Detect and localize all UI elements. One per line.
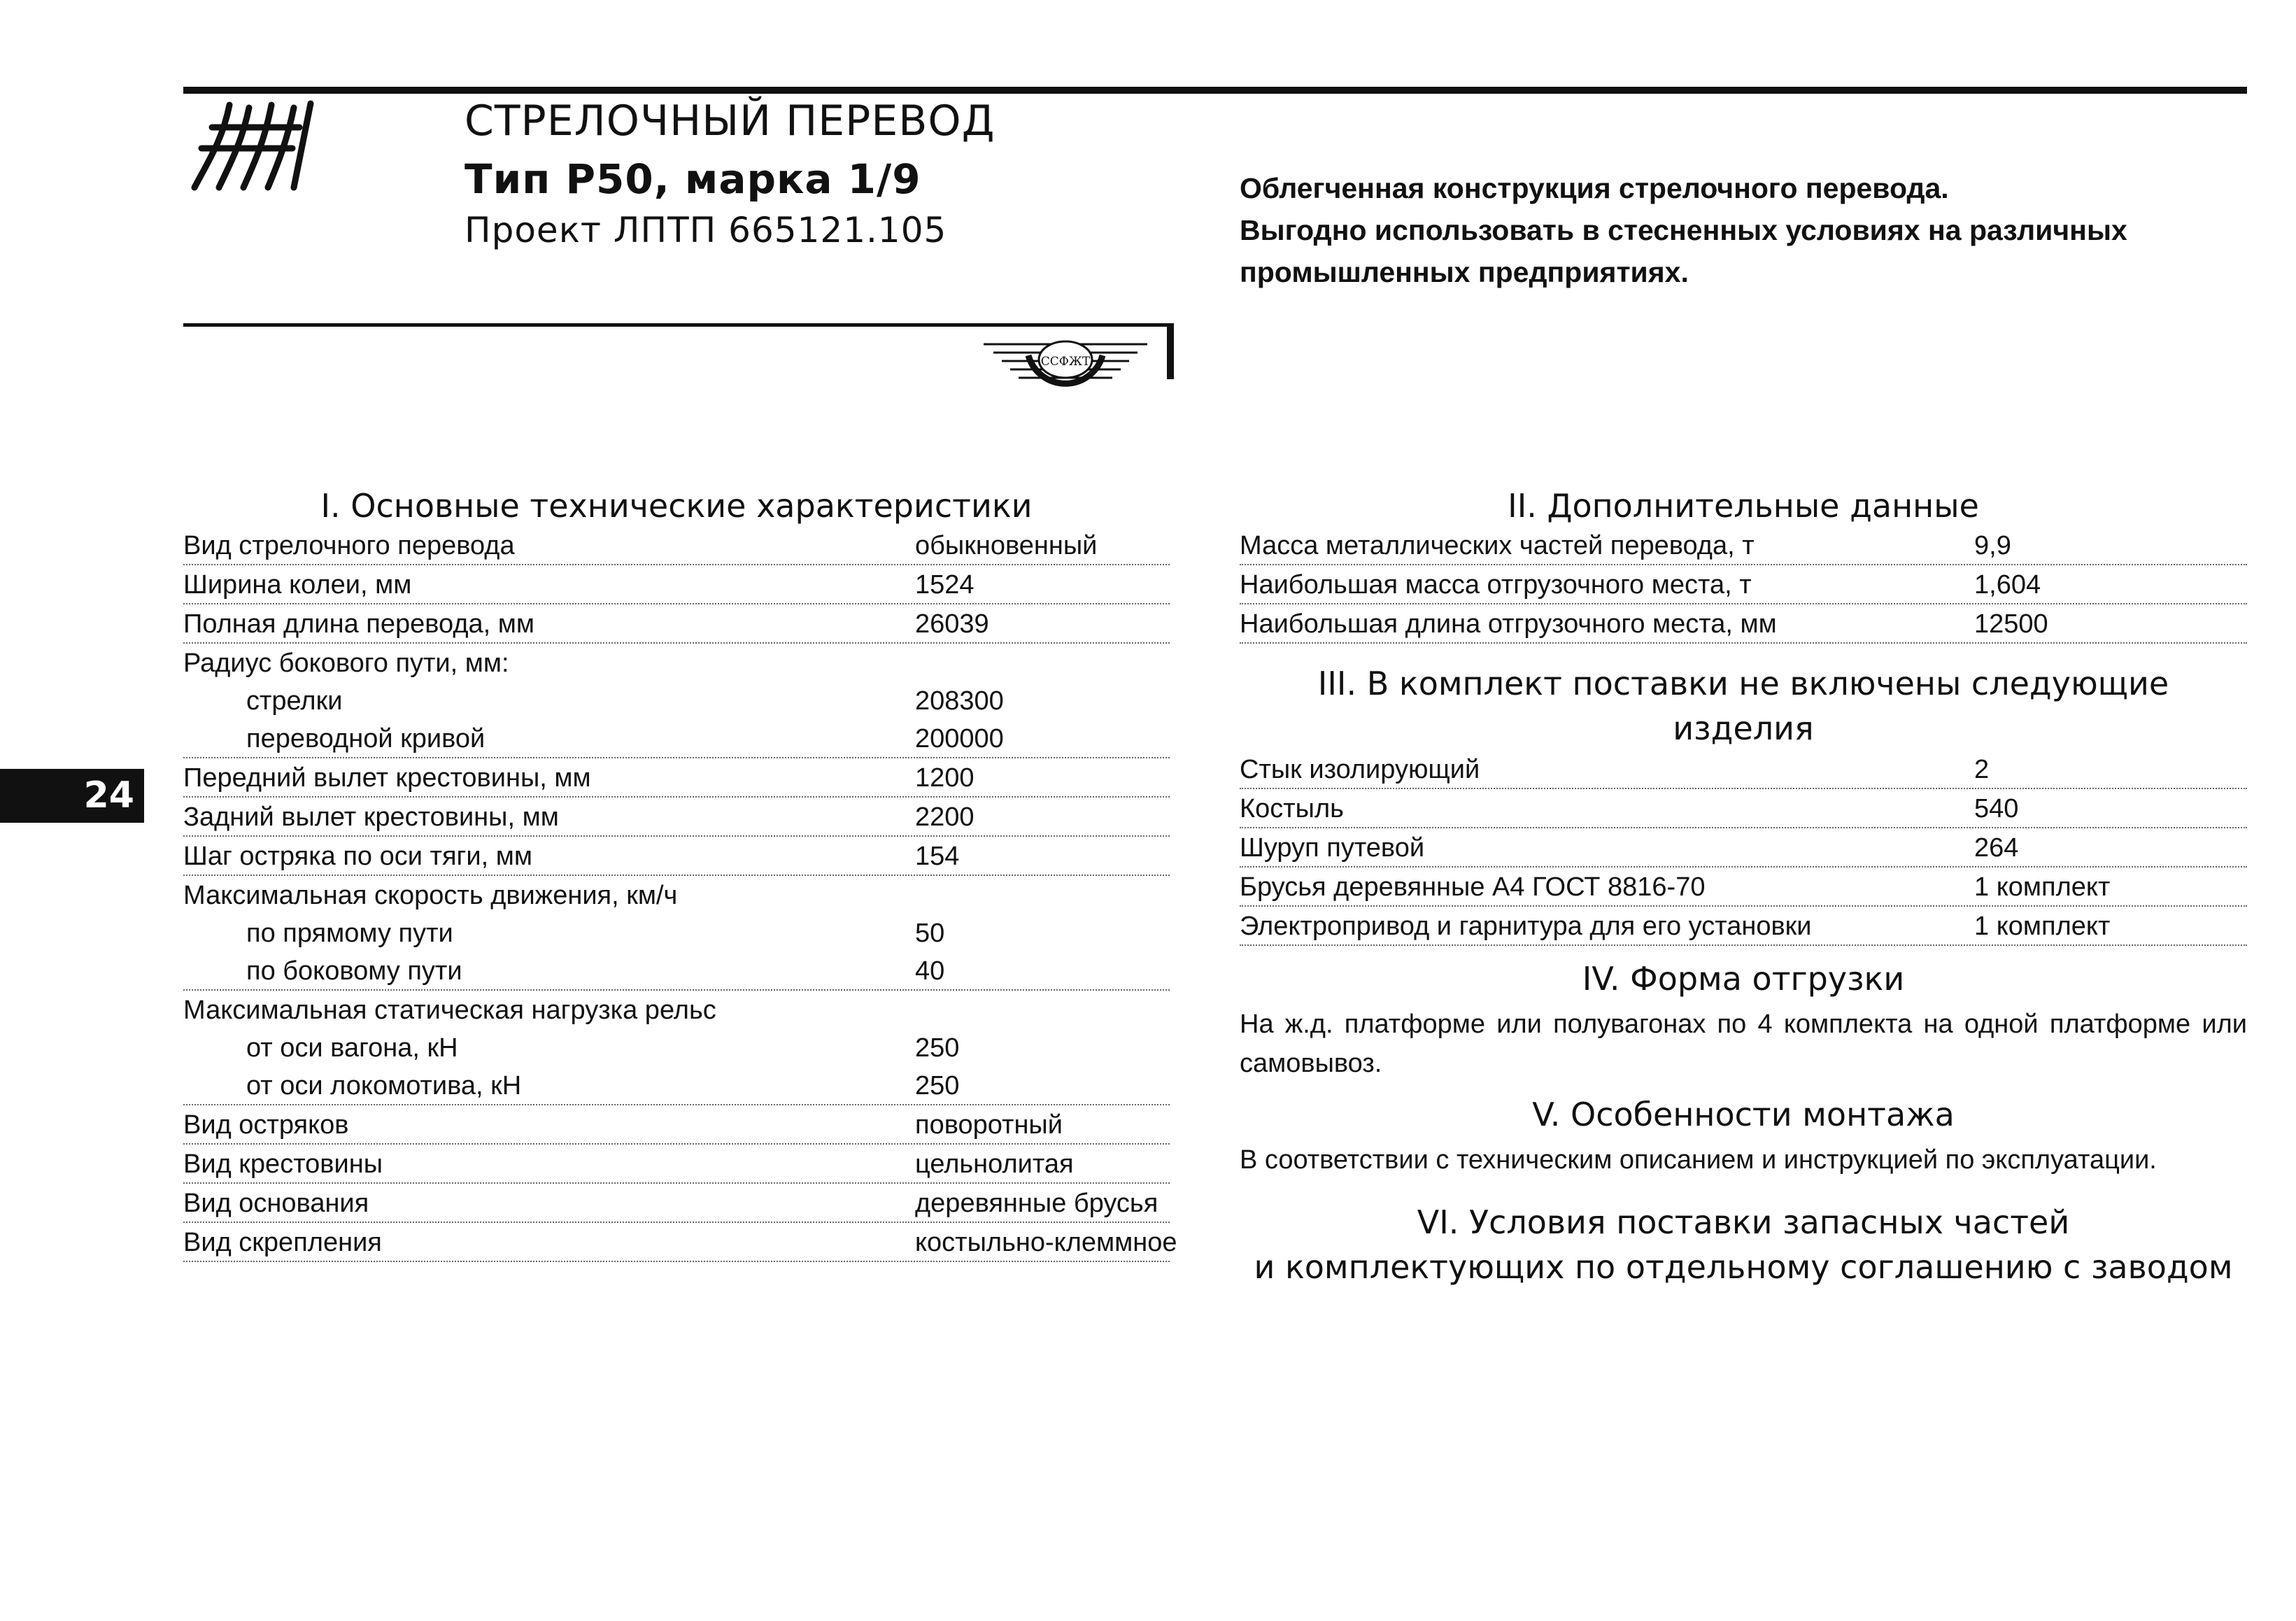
table-row — [183, 798, 1170, 837]
section-6-heading-cont: и комплектующих по отдельному соглашению с заводом — [1254, 1248, 2233, 1286]
row-label: Максимальная статическая нагрузка рельс — [183, 996, 716, 1025]
row-label: Шуруп путевой — [1240, 833, 1425, 863]
section-3-heading-cont: изделия — [1673, 709, 1814, 747]
row-value: обыкновенный — [915, 531, 1098, 560]
top-rule — [183, 87, 2247, 94]
row-label: Радиус бокового пути, мм: — [183, 649, 509, 678]
row-value: цельнолитая — [915, 1149, 1074, 1179]
section-5-text: В соответствии с техническим описанием и инструкцией по эксплуатации. — [1240, 1145, 2157, 1175]
table-row — [1240, 789, 2247, 828]
row-label: Полная длина перевода, мм — [183, 609, 534, 639]
description-line: промышленных предприятиях. — [1240, 256, 1689, 288]
table-row — [1240, 526, 2247, 565]
row-label: от оси вагона, кН — [246, 1033, 458, 1063]
row-label: Стык изолирующий — [1240, 755, 1480, 784]
row-label: Ширина колеи, мм — [183, 570, 412, 600]
section-3-heading: III. В комплект поставки не включены следующие — [1317, 665, 2169, 702]
table-row — [183, 758, 1170, 798]
section-3-table — [1240, 750, 2247, 946]
row-value: 154 — [915, 842, 960, 871]
table-row — [183, 1105, 1170, 1145]
row-value: 9,9 — [1974, 531, 2011, 560]
table-row — [1240, 604, 2247, 644]
row-label: Масса металлических частей перевода, т — [1240, 531, 1755, 560]
railway-emblem-icon — [978, 327, 1153, 418]
table-row — [183, 1184, 1170, 1223]
row-value: 2 — [1974, 755, 1990, 784]
table-row — [183, 876, 1170, 914]
page-subtitle-type: Тип Р50, марка 1/9 — [465, 155, 921, 203]
page-subtitle-project: Проект ЛПТП 665121.105 — [465, 210, 947, 250]
row-label: Максимальная скорость движения, км/ч — [183, 881, 678, 910]
row-label: от оси локомотива, кН — [246, 1071, 522, 1100]
row-label: Передний вылет крестовины, мм — [183, 763, 591, 793]
row-value: 1,604 — [1974, 570, 2041, 600]
table-row — [1240, 750, 2247, 789]
description-line: Облегченная конструкция стрелочного перевода. — [1240, 172, 1949, 204]
row-label: Электропривод и гарнитура для его установки — [1240, 912, 1812, 941]
row-label: Вид основания — [183, 1189, 369, 1218]
row-label: Вид стрелочного перевода — [183, 531, 515, 560]
header-rule-tick — [1167, 323, 1174, 379]
table-row — [183, 526, 1170, 565]
row-value: деревянные брусья — [915, 1189, 1158, 1218]
section-5-heading: V. Особенности монтажа — [1532, 1096, 1955, 1133]
row-value: 200000 — [915, 724, 1004, 753]
table-row — [1240, 868, 2247, 907]
row-value: 208300 — [915, 686, 1004, 716]
table-row — [1240, 565, 2247, 604]
table-row — [183, 1028, 1170, 1066]
row-value: 540 — [1974, 794, 2019, 823]
row-value: 1524 — [915, 570, 975, 600]
row-value: 50 — [915, 919, 945, 948]
row-value: поворотный — [915, 1110, 1063, 1140]
table-row — [183, 719, 1170, 758]
row-label: Костыль — [1240, 794, 1344, 823]
row-value: 264 — [1974, 833, 2019, 863]
table-row — [183, 681, 1170, 719]
table-row — [183, 914, 1170, 951]
section-2-table — [1240, 526, 2247, 644]
section-4-heading: IV. Форма отгрузки — [1582, 960, 1905, 998]
table-row — [183, 837, 1170, 876]
section-2-heading: II. Дополнительные данные — [1508, 487, 1979, 525]
table-row — [183, 1223, 1177, 1262]
row-value: 2200 — [915, 802, 975, 832]
row-label: по боковому пути — [246, 956, 462, 986]
row-value: 40 — [915, 956, 945, 986]
section-6-heading: VI. Условия поставки запасных частей — [1417, 1203, 2070, 1241]
row-value: 26039 — [915, 609, 989, 639]
emblem-text: ССФЖТ — [1040, 355, 1091, 369]
row-label: Наибольшая длина отгрузочного места, мм — [1240, 609, 1777, 639]
row-label: Вид скрепления — [183, 1228, 382, 1257]
row-label: по прямому пути — [246, 919, 453, 948]
table-row — [1240, 828, 2247, 868]
table-row — [183, 644, 1170, 681]
row-label: Брусья деревянные А4 ГОСТ 8816-70 — [1240, 872, 1706, 902]
row-label: стрелки — [246, 686, 343, 716]
section-1-heading: I. Основные технические характеристики — [320, 487, 1033, 525]
section-1-table — [183, 526, 1177, 1262]
row-label: Наибольшая масса отгрузочного места, т — [1240, 570, 1752, 600]
row-label: переводной кривой — [246, 724, 486, 753]
page-number-tab: 24 — [0, 769, 144, 823]
row-value: 1200 — [915, 763, 975, 793]
row-label: Шаг остряка по оси тяги, мм — [183, 842, 532, 871]
row-label: Вид крестовины — [183, 1149, 383, 1179]
company-logo-icon — [187, 98, 318, 193]
table-row — [183, 951, 1170, 991]
row-value: 12500 — [1974, 609, 2048, 639]
page-title: СТРЕЛОЧНЫЙ ПЕРЕВОД — [465, 97, 995, 146]
header-rule — [183, 323, 1173, 327]
row-value: костыльно-клеммное — [915, 1228, 1177, 1257]
table-row — [183, 1066, 1170, 1105]
row-label: Задний вылет крестовины, мм — [183, 802, 559, 832]
section-4-text: На ж.д. платформе или полувагонах по 4 комплекта на одной платформе или самовывоз. — [1240, 1010, 2247, 1078]
table-row — [183, 991, 1170, 1028]
row-value: 1 комплект — [1974, 872, 2111, 902]
table-row — [183, 565, 1170, 604]
row-label: Вид остряков — [183, 1110, 349, 1140]
row-value: 1 комплект — [1974, 912, 2111, 941]
row-value: 250 — [915, 1033, 960, 1063]
table-row — [183, 1145, 1170, 1184]
row-value: 250 — [915, 1071, 960, 1100]
table-row — [1240, 907, 2247, 946]
description-line: Выгодно использовать в стесненных условиях на различных — [1240, 214, 2127, 246]
table-row — [183, 604, 1170, 644]
